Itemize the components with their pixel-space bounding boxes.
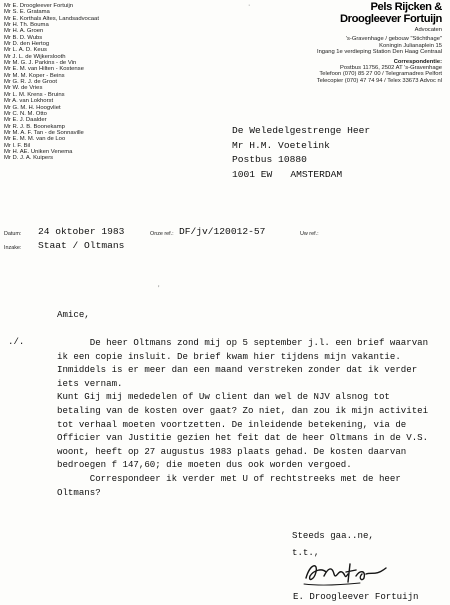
body-line: Officier van Justitie gezien het feit dat de heer Oltmans in de V.S.	[57, 432, 429, 444]
partner-name: Mr S. E. Gratama	[4, 9, 50, 16]
salutation: Amice,	[57, 309, 90, 320]
partner-name: Mr A. van Lokhorst	[4, 98, 54, 105]
recipient-city-line	[232, 168, 370, 183]
handwritten-signature	[300, 556, 390, 590]
body-line: De heer Oltmans zond mij op 5 september j.l. een brief waarvan	[57, 337, 429, 348]
our-ref-value: DF/jv/120012-57	[179, 226, 266, 237]
recipient-postcode: 1001 EW	[232, 168, 273, 180]
scan-mark: ·	[248, 2, 251, 9]
body-line: ik een copie insluit. De brief kwam hier tijdens mijn vakantie.	[57, 350, 401, 362]
date-label: Datum:	[4, 231, 22, 237]
body-line: woont, heeft op 27 augustus 1983 plaats gehad. De kosten daarvan	[57, 445, 407, 457]
subject-value: Staat / Oltmans	[38, 240, 125, 251]
partner-name: Mr H. A. Groen	[4, 28, 44, 35]
partner-name: Mr C. N. M. Otto	[4, 110, 47, 117]
body-line: Correspondeer ik verder met U of rechtstreeks met de heer	[57, 472, 401, 484]
partner-name: Mr G. R. J. de Groot	[4, 79, 58, 86]
partner-name: Mr L. A. D. Keus	[4, 47, 47, 54]
body-line: tot verhaal moeten voortzetten. De inleidende betekening, via de	[57, 418, 407, 430]
recipient-pobox: Postbus 10880	[232, 154, 307, 165]
partner-name: Mr E. M. van Hilten - Kostense	[4, 66, 84, 73]
firm-name-line-1: Pels Rijcken &	[370, 1, 442, 13]
signatory-name: E. Droogleever Fortuijn	[293, 591, 419, 602]
recipient-address	[232, 124, 370, 182]
partner-name: Mr H. Th. Bouma	[4, 22, 49, 29]
recipient-name: Mr H.M. Voetelink	[232, 139, 330, 151]
enclosure-mark: ./.	[8, 336, 25, 347]
partner-name: Mr G. M. H. Hoogvliet	[4, 104, 61, 111]
partner-name: Mr M. G. J. Parkins - de Vin	[4, 60, 77, 67]
firm-address-line: Koningin Julianaplein 15	[379, 42, 442, 49]
contact-line: Postbus 11756, 2502 AT 's-Gravenhage	[340, 65, 442, 72]
scan-mark: ʼ	[158, 286, 160, 293]
contact-line: Telecopier (070) 47 74 94 / Telex 33673 Advoc nl	[316, 77, 442, 84]
contact-line: Telefoon (070) 85 27 00 / Telegramadres Pelfort	[319, 71, 442, 78]
firm-address-line: Ingang 1e verdieping Station Den Haag Centraal	[316, 49, 442, 56]
partner-name: Mr E. J. Daalder	[4, 117, 47, 124]
partner-name: Mr I. F. Bil	[4, 142, 31, 149]
recipient-line: De Weledelgestrenge Heer	[232, 125, 371, 136]
letter-body	[57, 336, 447, 499]
body-line: betaling van de kosten over gaat? Zo niet, dan zou ik mijn activitei	[57, 404, 429, 416]
body-line: iets vernam.	[57, 377, 123, 389]
our-ref-label: Onze ref.:	[150, 231, 174, 237]
partner-name: Mr R. J. B. Boonekamp	[4, 123, 65, 130]
body-line: Kunt Gij mij mededelen of Uw client dan wel de NJV alsnog tot	[57, 391, 390, 403]
body-line: bedroegen f 147,60; die moeten dus ook worden vergoed.	[57, 459, 352, 471]
recipient-city: AMSTERDAM	[290, 168, 343, 180]
partner-list	[4, 3, 184, 162]
closing-greeting: Steeds gaa..ne,	[292, 530, 374, 541]
firm-name-line-2: Droogleever Fortuijn	[339, 12, 442, 25]
partner-name: Mr L. M. Krens - Bruins	[4, 91, 65, 98]
partner-name: Mr D. J. A. Kuipers	[4, 155, 54, 162]
partner-name: Mr E. M. M. van de Loo	[4, 136, 66, 143]
partner-name: Mr W. de Vries	[4, 85, 43, 92]
closing-tt: t.t.,	[292, 547, 320, 558]
firm-role: Advocaten	[414, 27, 442, 33]
firm-name	[340, 2, 442, 25]
subject-label: Inzake:	[4, 245, 22, 251]
partner-name: Mr H. AE. Uniken Venema	[4, 148, 73, 155]
body-line: Oltmans?	[57, 486, 101, 498]
partner-name: Mr J. L. de Wijkerslooth	[4, 53, 66, 60]
correspondence-label: Correspondentie:	[393, 58, 442, 65]
partner-name: Mr E. Korthals Altes, Landsadvocaat	[4, 15, 99, 22]
partner-name: Mr E. Droogleever Fortuijn	[4, 3, 74, 9]
date-value: 24 oktober 1983	[38, 226, 125, 237]
partner-name: Mr M. A. F. Tan - de Sonnaville	[4, 129, 84, 136]
partner-name: Mr M. M. Koper - Beins	[4, 72, 65, 79]
partner-name: Mr D. den Hertog	[4, 41, 50, 48]
body-line: Inmiddels is er meer dan een maand verstreken zonder dat ik verder	[57, 364, 418, 376]
firm-address	[242, 27, 442, 84]
your-ref-label: Uw ref.:	[300, 231, 319, 237]
partner-name: Mr B. D. Wubs	[4, 34, 43, 41]
firm-address-line: 's-Gravenhage / gebouw "Stichthage"	[345, 36, 442, 43]
